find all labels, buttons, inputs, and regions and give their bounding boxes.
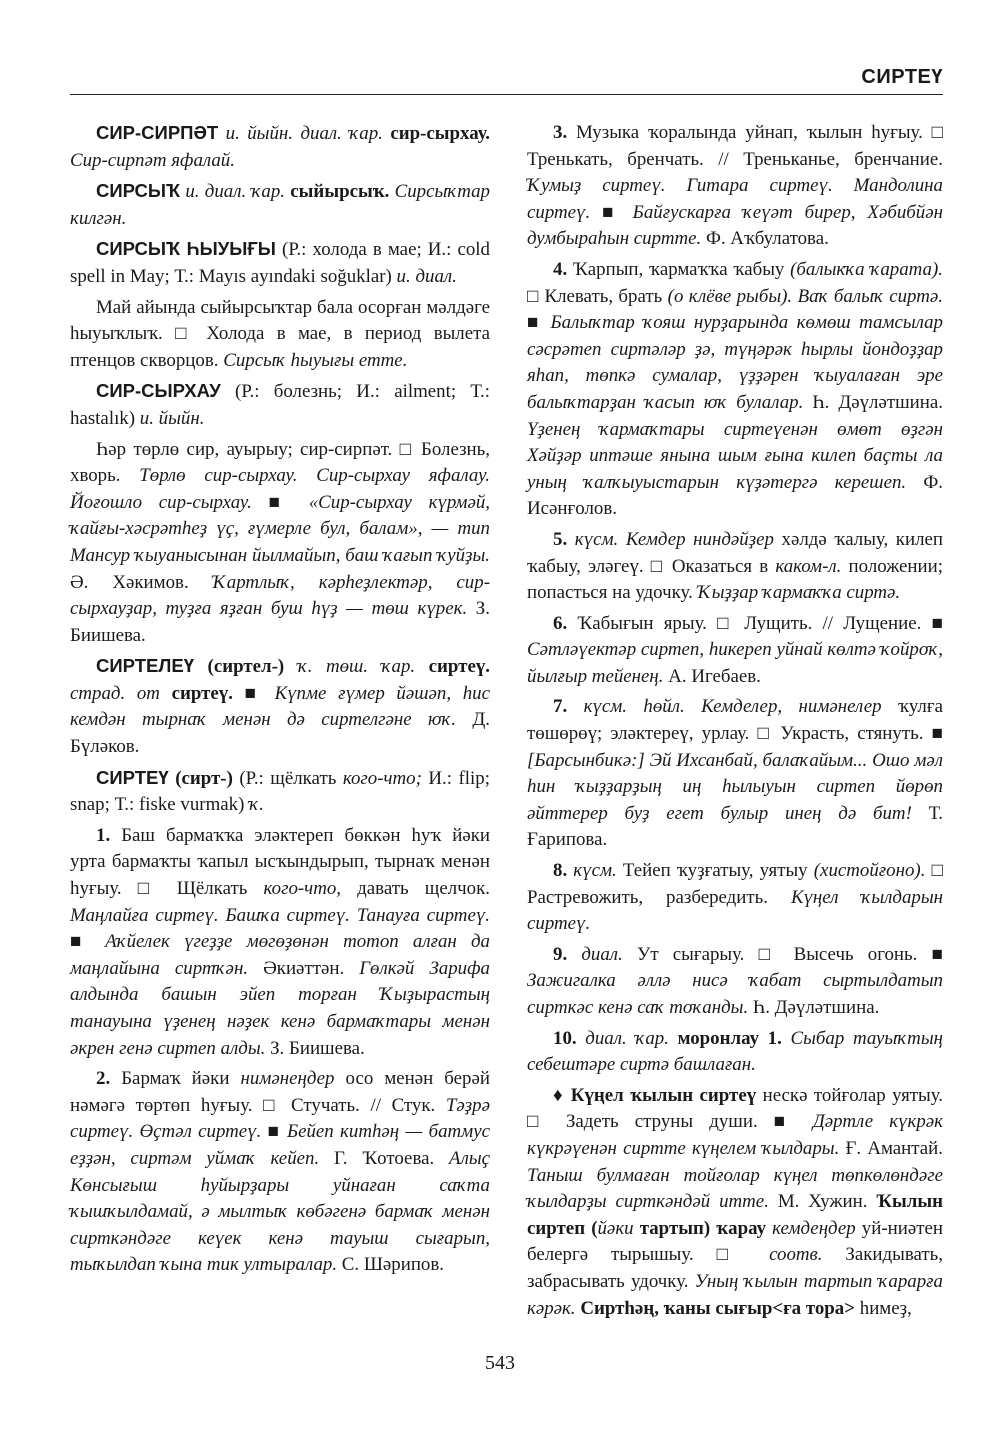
text-run: Сыбар тауыҡтың себештәре сиртә башлаған. (527, 1027, 943, 1076)
text-run: Алыҫ Көнсығыш һуйырҙары уйнаған саҡта ҡышҡылдамай, ә мылтыҡ көбәгенә бармаҡ менән сирткәндәге кеүек кенә тауыш сығарып, тыҡылдап ҡына тик ултыралар. (70, 1147, 491, 1276)
text-run: (сирт-) (175, 767, 233, 789)
text-run: күсм. (567, 528, 626, 550)
dictionary-paragraph (527, 1083, 943, 1322)
text-run: Кемдер ниндәйҙер (625, 528, 774, 550)
text-run: Күңел ҡылын сиртеү (570, 1084, 757, 1106)
example-marker: ■ (261, 1121, 287, 1143)
text-run: Ваҡ балыҡ сиртә. (797, 285, 944, 307)
dictionary-paragraph (527, 120, 943, 253)
text-run: (балыкҡа ҡарата). (790, 258, 943, 280)
text-run: Уның ҡылын тартып ҡарарға кәрәк. (527, 1270, 943, 1319)
text-run: 9. (553, 943, 568, 965)
text-run: Сирсыҡтар килгән. (70, 181, 490, 229)
example-marker: ■ (931, 723, 943, 745)
headword: СИРТЕЛЕҮ (96, 655, 195, 677)
example-marker: ■ (251, 491, 309, 513)
text-run: һимеҙ, (855, 1297, 912, 1319)
text-run: Сиртһәң, ҡаны сығыр<ға тора> (580, 1297, 856, 1319)
text-run: 1. (96, 824, 111, 846)
text-run: Гөлкәй Зарифа алдында башын эйеп торған Ҡыҙырастың танауына үҙенең нәҙек кенә бармаҡтары менән әкрен генә сиртеп алды. (70, 957, 490, 1059)
example-marker: ■ (590, 201, 633, 223)
text-run: Һ. Дәүләтшина. (748, 997, 880, 1018)
text-run: Ф. Исәнғолов. (527, 471, 943, 520)
text-run: Таныш булмаған тойғолар күңел төпкөлөндәге ҡылдарҙы сирткәндәй итте. (527, 1164, 943, 1213)
dictionary-paragraph (70, 178, 490, 232)
text-run: Һ. Дәүләтшина. (803, 391, 943, 413)
dictionary-paragraph (70, 236, 490, 290)
dictionary-paragraph (527, 527, 943, 607)
text-run: ♦ (553, 1084, 571, 1106)
text-run: Аҡйелек үгеҙҙе мөгөҙөнән тотоп алған да маңлайына сиртҡән. (70, 931, 490, 979)
text-run: нимәнеңдер (240, 1068, 335, 1090)
text-run: □ Клевать, брать (527, 285, 668, 307)
text-run: (Р.: болезнь; И.: ailment; Т.: hastalık) (70, 381, 490, 429)
text-run: Ҡумыҙ сиртеү. Гитара сиртеү. Мандолина сиртеү. (527, 175, 943, 223)
text-run: 4. (553, 258, 568, 280)
text-run: йәки (597, 1217, 634, 1239)
text-run: Тейеп ҡуҙғатыу, уятыу (622, 860, 814, 882)
text-run: күсм. (567, 860, 623, 882)
text-run: Һәр төрлө сир, ауырыу; сир-сирпәт. □ Болезнь, хворь. (70, 438, 490, 487)
text-run: ҡулға төшөрөү; эләктереү, урлау. □ Украсть, стянуть. (527, 696, 943, 745)
text-run: (Р.: щёлкать (232, 767, 343, 789)
text-run (782, 1028, 791, 1049)
text-run: Балыҡтар ҡояш нурҙарында көмөш тамсылар сәсрәтеп сиртәләр ҙә, түңәрәк һырлы йондоҙҙар яһап, төпкә сумалар, үҙҙәрен ҡыуалаған эре балыҡтарҙан ҡасып юҡ булалар. (527, 312, 943, 413)
text-run: 7. (553, 696, 568, 718)
dictionary-paragraph (70, 1066, 490, 1279)
dictionary-paragraph (527, 858, 943, 938)
dictionary-paragraph (70, 823, 490, 1062)
text-run: «Сир-сырхау күрмәй, ҡайғы-хәсрәтһеҙ үҫ, ғүмерле бул, балам», — тип Мансур ҡыуанысынан йылмайып, баш ҡағып ҡуйҙы. (70, 491, 491, 566)
headword: СИР-СИРПӘТ (96, 122, 219, 143)
text-run: □ Растревожить, разбередить. (527, 860, 943, 908)
text-run: (о клёве рыбы). (667, 285, 793, 307)
right-column (527, 120, 943, 1324)
text-run: сир-сырхау. (390, 123, 490, 144)
text-run: положении; попасться на удочку. (527, 555, 943, 604)
text-run: 6. (553, 612, 568, 634)
example-marker: ■ (931, 943, 943, 965)
text-run: Закидывать, забрасывать удочку. (527, 1244, 943, 1292)
running-head: СИРТЕҮ (861, 66, 943, 88)
text-run: Күңел ҡылдарын сиртеү. (527, 886, 943, 935)
text-run: кого-что, (263, 878, 342, 900)
headword: СИРСЫҠ (96, 180, 181, 202)
text-run: Ғ. Амантай. (839, 1137, 943, 1159)
text-run: Төрлө сир-сырхау. Сир-сырхау яфалау. Йоғошло сир-сырхау. (70, 465, 490, 513)
text-run: З. Биишева. (265, 1037, 365, 1059)
text-run: Үҙенең ҡармаҡтары сиртеүенән өмөт өҙгән Хәйҙәр иптәше янына шым ғына килеп баҫты ла уның ҡалҡыуыстарын күҙәтергә керешеп. (527, 418, 943, 493)
text-run: Тәҙрә сиртеү. Өҫтәл сиртеү. (70, 1094, 490, 1143)
text-run: Май айында сыйырсыҡтар бала осорған мәлдәге һыуыҡлыҡ. □ Холода в мае, в период вылета птенцов скворцов. (70, 296, 490, 371)
example-marker: ■ (232, 682, 275, 704)
text-run: кемдеңдер (766, 1217, 856, 1239)
text-run: 5. (553, 528, 568, 550)
text-run: Ҡабығын ярыу. □ Лущить. // Лущение. (567, 612, 932, 634)
text-run: и. йыйн. диал. ҡар. (218, 123, 391, 144)
text-run: 8. (553, 860, 568, 882)
text-run: И.: flip; snap; Т.: fiske vurmak) (70, 767, 490, 816)
text-run: күсм. һөйл. (567, 696, 702, 718)
text-run: Күпме ғүмер йәшәп, һис кемдән тырнаҡ менән дә сиртелгәне юҡ. (70, 682, 490, 731)
text-run: Баш бармаҡҡа эләктереп бөккән һуҡ йәки урта бармаҡты ҡапыл ысҡындырып, тырнаҡ менән һуғыу. □ Щёлкать (70, 824, 490, 900)
text-run: уй-ниәтен белергә тырышыу. □ (527, 1217, 944, 1266)
text-run: страд. от (70, 682, 172, 704)
text-run: хәлдә ҡалыу, килеп ҡабыу, эләгеү. □ Оказаться в (527, 528, 944, 577)
text-run (194, 656, 208, 677)
example-marker: ■ (931, 612, 943, 634)
text-run: Ут сығарыу. □ Высечь огонь. (636, 943, 932, 965)
text-run: Зажигалка әллә нисә ҡабат сыртылдатып сирткәс кенә саҡ тоҡанды. (527, 970, 943, 1018)
text-run: Сирсыҡ һыуығы етте. (223, 349, 408, 371)
headword: СИРТЕҮ (96, 766, 169, 788)
dictionary-paragraph (527, 611, 943, 691)
example-marker: ■ (527, 312, 551, 334)
headword: СИР-СЫРХАУ (96, 380, 221, 402)
text-run: Байғускарға ҡеүәт бирер, Хәбибйән думбыраһын сиртте. (527, 201, 943, 250)
text-run: Ҡылын сиртеп ( (527, 1191, 943, 1239)
text-run: соотв. (769, 1244, 823, 1266)
text-run: Бейеп китһәң — батмус еҙҙән, сиртәм уймаҡ кейеп. (70, 1121, 490, 1169)
text-run: [Барсынбикә:] Эй Ихсанбай, балаҡайым... Ошо мәл һин ҡыҙҙарҙың иң һылыуын сиртеп йөрөп әйттерер буҙ егет булыр инең дә бит! (527, 749, 943, 824)
text-run: (Р.: холода в мае; И.: cold spell in May; Т.: Mayıs ayındaki soğuklar) (70, 239, 491, 287)
left-column (70, 120, 490, 1281)
dictionary-paragraph (70, 437, 490, 650)
dictionary-paragraph (70, 765, 490, 819)
text-run: моронлау 1. (677, 1027, 782, 1049)
text-run: и. диал. (396, 265, 457, 287)
text-run: Кемделер, нимәнелер (701, 696, 882, 718)
text-run: А. Игебаев. (663, 665, 761, 687)
text-run: Бармаҡ йәки (110, 1068, 241, 1090)
text-run: диал. ҡар. (576, 1027, 678, 1049)
text-run: М. Хужин. (768, 1191, 877, 1213)
text-run: Ҡыҙҙар ҡармаҡҡа сиртә. (697, 582, 901, 604)
text-run: (хистойғоно). (813, 860, 926, 882)
text-run: ҡ. төш. ҡар. (284, 656, 429, 678)
dictionary-paragraph (70, 653, 490, 760)
headword: СИРСЫҠ ҺЫУЫҒЫ (96, 238, 276, 260)
dictionary-paragraph (527, 942, 943, 1022)
text-run: и. йыйн. (139, 407, 205, 429)
text-run: Ф. Аҡбулатова. (701, 228, 829, 250)
example-marker: ■ (773, 1111, 813, 1133)
text-run: Музыка ҡоралында уйнап, ҡылын һуғыу. □ Тренькать, бренчать. // Треньканье, бренчание. (527, 122, 943, 170)
dictionary-paragraph (70, 378, 490, 432)
text-run: нескә тойғолар уятыу. □ Задеть струны души. (527, 1084, 943, 1133)
text-run: Т. Ғарипова. (527, 802, 943, 851)
text-run: Ҡартлыҡ, кәрһеҙлектәр, сир-сырхауҙар, туҙға яҙған буш һүҙ — төш күрек. (70, 571, 490, 620)
text-run: Ҡарпып, ҡармаҡҡа ҡабыу (567, 258, 791, 280)
text-run: тартып) ҡарау (633, 1217, 767, 1239)
text-run: 3. (553, 122, 568, 143)
text-run: кого-что; (342, 767, 422, 789)
text-run: ҡ. (249, 794, 264, 816)
text-run: 2. (96, 1068, 111, 1090)
text-run: осо менән берәй нәмәгә төртөп һуғыу. □ Стучать. // Стук. (70, 1068, 490, 1116)
text-run: Сир-сирпәт яфалай. (70, 149, 235, 171)
text-run: сиртеү. (171, 682, 233, 704)
text-run: Сәтләүектәр сиртеп, һикереп уйнай көлтә ҡойроҡ, йылғыр тейенең. (527, 639, 943, 687)
text-run: и. диал. ҡар. (180, 181, 291, 203)
dictionary-paragraph (527, 1026, 943, 1079)
dictionary-paragraph (70, 120, 490, 174)
dictionary-paragraph (527, 257, 943, 523)
text-run: сиртеү. (428, 656, 490, 678)
text-run: Г. Ҡотоева. (319, 1147, 450, 1169)
text-run: давать щелчок. (341, 878, 490, 900)
dictionary-paragraph (527, 694, 943, 854)
text-run: Д. Бүләков. (70, 709, 490, 758)
text-run: каком-л. (775, 555, 842, 577)
text-run: Ә. Хәкимов. (70, 571, 213, 593)
text-run: сыйырсыҡ. (290, 181, 390, 203)
text-run: Әкиәттән. (248, 957, 360, 979)
text-run: Дәртле күкрәк күкрәүенән сиртте күңелем ҡылдары. (527, 1111, 943, 1159)
text-run: диал. (567, 943, 637, 965)
text-run: З. Биишева. (70, 598, 490, 646)
text-run: С. Шәрипов. (337, 1254, 445, 1276)
text-run: (сиртел-) (207, 656, 285, 678)
page-header (70, 60, 943, 95)
text-run: Маңлайға сиртеү. Башҡа сиртеү. Танауға сиртеү. (70, 904, 490, 926)
example-marker: ■ (70, 931, 106, 953)
text-run: 10. (553, 1027, 577, 1049)
dictionary-paragraph (70, 295, 490, 375)
page-number: 543 (485, 1352, 515, 1374)
